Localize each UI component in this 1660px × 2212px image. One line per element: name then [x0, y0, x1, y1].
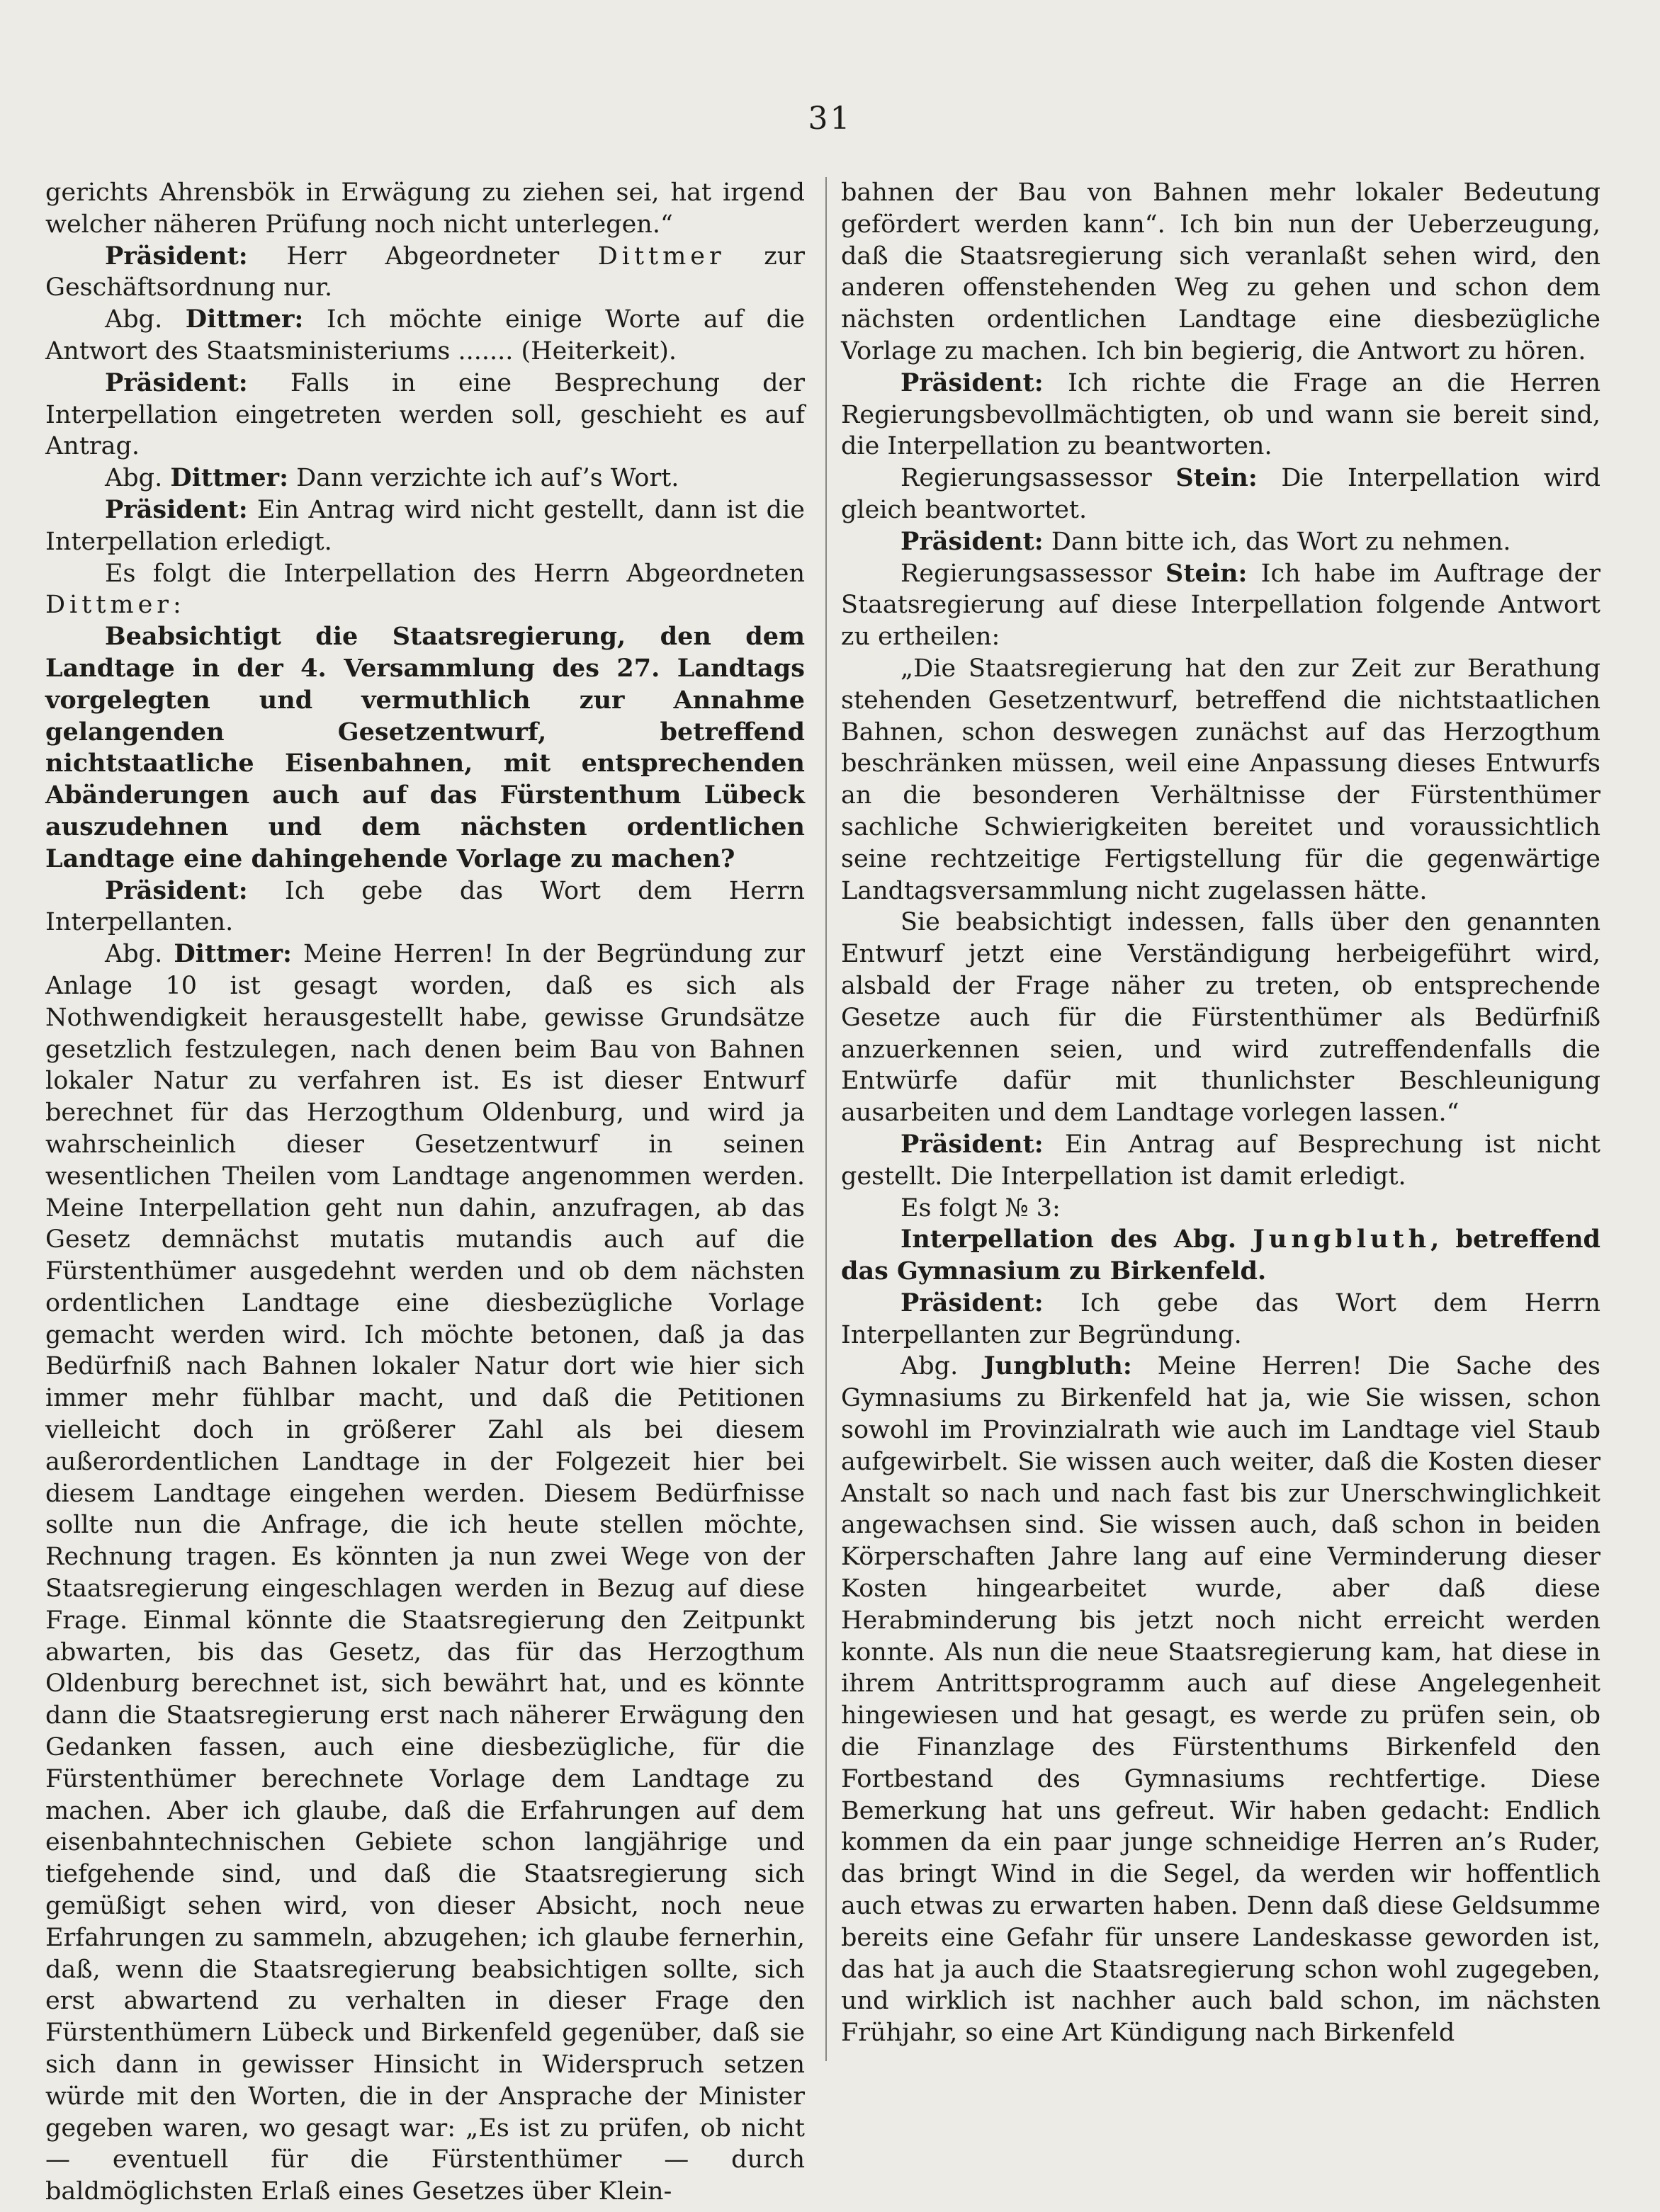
government-answer: „Die Staatsregierung hat den zur Zeit zur Berathung stehenden Gesetzentwurf, betreffend die nichtstaatlichen Bahnen, schon deswegen zunächst auf das Herzogthum beschränken müssen, weil eine Anpassung dieses Entwurfs an die besonderen Verhältnisse der Fürstenthümer sachliche Schwierigkeiten bereitet und voraussichtlich seine rechtzeitige Fertigstellung für die gegenwärtige Landtagsversammlung nicht zugelassen hätte.: [841, 654, 1600, 905]
speaker: Präsident:: [105, 875, 248, 905]
paragraph: bahnen der Bau von Bahnen mehr lokaler Bedeutung gefördert werden kann“. Ich bin nun der Ueberzeugung, daß die Staatsregierung sich veranlaßt sehen wird, den anderen offenstehenden Weg zu gehen und schon dem nächsten ordentlichen Landtage eine diesbezügliche Vorlage zu machen. Ich bin begierig, die Antwort zu hören.: [841, 178, 1600, 365]
speaker: Stein:: [1165, 558, 1248, 588]
text: , betreffend das Gymnasium zu Birkenfeld.: [841, 1225, 1600, 1286]
speaker: Präsident:: [900, 1288, 1044, 1317]
text: Ein Antrag wird nicht gestellt, dann ist die Interpellation erledigt.: [45, 495, 805, 556]
speaker: Präsident:: [900, 1129, 1044, 1159]
interpellation-question: Beabsichtigt die Staatsregierung, den dem Landtage in der 4. Versammlung des 27. Landtags vorgelegten und vermuthlich zur Annahme gelangenden Gesetzentwurf, betreffend nichtstaatliche Eisenbahnen, mit entsprechenden Abänderungen auch auf das Fürstenthum Lübeck auszudehnen und dem nächsten ordentlichen Landtage eine dahingehende Vorlage zu machen?: [45, 622, 805, 873]
paragraph: [45, 304, 805, 368]
speaker-name: Dittmer:: [45, 591, 186, 620]
paragraph: [841, 368, 1600, 463]
text: Ich richte die Frage an die Herren Regierungsbevollmächtigten, ob und wann sie bereit sind, die Interpellation zu beantworten.: [841, 368, 1600, 461]
speaker: Jungbluth:: [983, 1351, 1132, 1381]
text: zur Geschäftsordnung nur.: [45, 242, 805, 302]
speaker-name: Jungbluth: [1253, 1225, 1431, 1254]
text: Abg.: [900, 1352, 984, 1381]
text: Dann bitte ich, das Wort zu nehmen.: [1043, 527, 1511, 556]
text: Ich möchte einige Worte auf die Antwort des Staatsministeriums ....... (Heiterkeit).: [45, 305, 805, 365]
text: Falls in eine Besprechung der Interpellation eingetreten werden soll, geschieht es auf Antrag.: [45, 368, 805, 461]
speaker: Dittmer:: [170, 463, 288, 493]
paragraph: [841, 1129, 1600, 1193]
speaker-name: Dittmer: [597, 242, 725, 271]
text: Regierungsassessor: [900, 464, 1176, 493]
speaker: Präsident:: [900, 368, 1044, 397]
speaker: Dittmer:: [185, 305, 304, 334]
text: Ich habe im Auftrage der Staatsregierung auf diese Interpellation folgende Antwort zu ertheilen:: [841, 559, 1600, 652]
paragraph: [841, 1351, 1600, 2049]
text: Meine Herren! In der Begründung zur Anlage 10 ist gesagt worden, daß es sich als Nothwendigkeit herausgestellt habe, gewisse Grundsätze gesetzlich festzulegen, nach denen beim Bau von Bahnen lokaler Natur zu verfahren ist. Es ist dieser Entwurf berechnet für das Herzogthum Oldenburg, und wird ja wahrscheinlich dieser Gesetzentwurf in seinen wesentlichen Theilen vom Landtage angenommen werden. Meine Interpellation geht nun dahin, anzufragen, ab das Gesetz demnächst mutatis mutandis auch auf die Fürstenthümer ausgedehnt werden und ob dem nächsten ordentlichen Landtage eine diesbezügliche Vorlage gemacht werden wird. Ich möchte betonen, daß ja das Bedürfniß nach Bahnen lokaler Natur dort wie hier sich immer mehr fühlbar macht, und daß die Petitionen vielleicht doch in größerer Zahl als bei diesem außerordentlichen Landtage in der Folgezeit hier bei diesem Landtage eingehen werden. Diesem Bedürfnisse sollte nun die Anfrage, die ich heute stellen möchte, Rechnung tragen. Es könnten ja nun zwei Wege von der Staatsregierung eingeschlagen werden in Bezug auf diese Frage. Einmal könnte die Staatsregierung den Zeitpunkt abwarten, bis das Gesetz, das für das Herzogthum Oldenburg berechnet ist, sich bewährt hat, und es könnte dann die Staatsregierung erst nach näherer Erwägung den Gedanken fassen, auch eine diesbezügliche, für die Fürstenthümer berechnete Vorlage dem Landtage zu machen. Aber ich glaube, daß die Erfahrungen auf dem eisenbahntechnischen Gebiete schon langjährige und tiefgehende sind, und daß die Staatsregierung sich gemüßigt sehen wird, von dieser Absicht, noch neue Erfahrungen zu sammeln, abzugehen; ich glaube fernerhin, daß, wenn die Staatsregierung beabsichtigen sollte, sich erst abwartend zu verhalten in dieser Frage den Fürstenthümern Lübeck und Birkenfeld gegenüber, daß sie sich dann in gewisser Hinsicht in Widerspruch setzen würde mit den Worten, die in der Ansprache der Minister gegeben waren, wo gesagt war: „Es ist zu prüfen, ob nicht — eventuell für die Fürstenthümer — durch baldmöglichsten Erlaß eines Gesetzes über Klein-: [45, 940, 805, 2206]
paragraph: [45, 494, 805, 558]
left-column: [45, 177, 805, 2208]
text: Dann verzichte ich auf’s Wort.: [288, 464, 679, 493]
speaker: Präsident:: [105, 241, 248, 271]
text: Regierungsassessor: [900, 559, 1166, 588]
text: Ich gebe das Wort dem Herrn Interpellanten.: [45, 876, 805, 937]
paragraph: [45, 938, 805, 2208]
paragraph: [841, 558, 1600, 653]
speaker: Präsident:: [105, 494, 248, 524]
paragraph: [841, 463, 1600, 526]
text: Abg.: [105, 464, 171, 493]
paragraph: gerichts Ahrensbök in Erwägung zu ziehen sei, hat irgend welcher näheren Prüfung noch nicht unterlegen.“: [45, 178, 805, 239]
paragraph: [45, 463, 805, 494]
page-number: 31: [808, 101, 852, 137]
paragraph: [45, 241, 805, 305]
speaker: Präsident:: [105, 368, 248, 397]
text: Es folgt die Interpellation des Herrn Abgeordneten: [105, 559, 805, 588]
paragraph: [841, 1288, 1600, 1351]
paragraph: [45, 875, 805, 939]
speaker: Dittmer:: [174, 939, 292, 969]
speaker: Stein:: [1175, 463, 1258, 493]
government-answer: Sie beabsichtigt indessen, falls über den genannten Entwurf jetzt eine Verständigung herbeigeführt wird, alsbald der Frage näher zu treten, ob entsprechende Gesetze auch für die Fürstenthümer als Bedürfniß anzuerkennen seien, und wird zutreffendenfalls die Entwürfe dafür mit thunlichster Beschleunigung ausarbeiten und dem Landtage vorlegen lassen.“: [841, 908, 1600, 1128]
paragraph: [841, 526, 1600, 558]
text: Die Interpellation wird gleich beantwortet.: [841, 464, 1600, 524]
text: Abg.: [105, 305, 186, 334]
interpellation-title: [841, 1224, 1600, 1288]
paragraph: [45, 558, 805, 622]
text: Ein Antrag auf Besprechung ist nicht gestellt. Die Interpellation ist damit erledigt.: [841, 1130, 1600, 1191]
paragraph: [45, 368, 805, 463]
text: Ich gebe das Wort dem Herrn Interpellanten zur Begründung.: [841, 1288, 1600, 1349]
text: Herr Abgeordneter: [247, 242, 598, 271]
column-divider: [825, 177, 827, 2061]
agenda-item: Es folgt № 3:: [900, 1193, 1061, 1223]
text: Meine Herren! Die Sache des Gymnasiums zu Birkenfeld hat ja, wie Sie wissen, schon sowohl im Provinzialrath wie auch im Landtage viel Staub aufgewirbelt. Sie wissen auch weiter, daß die Kosten dieser Anstalt so nach und nach fast bis zur Unerschwinglichkeit angewachsen sind. Sie wissen auch, daß schon in beiden Körperschaften Jahre lang auf eine Verminderung dieser Kosten hingearbeitet wurde, aber daß diese Herabminderung bis jetzt noch nicht erreicht werden konnte. Als nun die neue Staatsregierung kam, hat diese in ihrem Antrittsprogramm auch auf diese Angelegenheit hingewiesen und hat gesagt, es werde zu prüfen sein, ob die Finanzlage des Fürstenthums Birkenfeld den Fortbestand des Gymnasiums rechtfertige. Diese Bemerkung hat uns gefreut. Wir haben gedacht: Endlich kommen da ein paar junge schneidige Herren an’s Ruder, das bringt Wind in die Segel, da werden wir hoffentlich auch etwas zu erwarten haben. Denn daß diese Geldsumme bereits eine Gefahr für unsere Landeskasse geworden ist, das hat ja auch die Staatsregierung schon wohl zugegeben, und wirklich ist nachher auch bald schon, im nächsten Frühjahr, so eine Art Kündigung nach Birkenfeld: [841, 1352, 1601, 2048]
text: Abg.: [105, 940, 174, 969]
speaker: Präsident:: [900, 526, 1044, 556]
right-column: [841, 177, 1600, 2049]
text: Interpellation des Abg.: [900, 1225, 1253, 1254]
